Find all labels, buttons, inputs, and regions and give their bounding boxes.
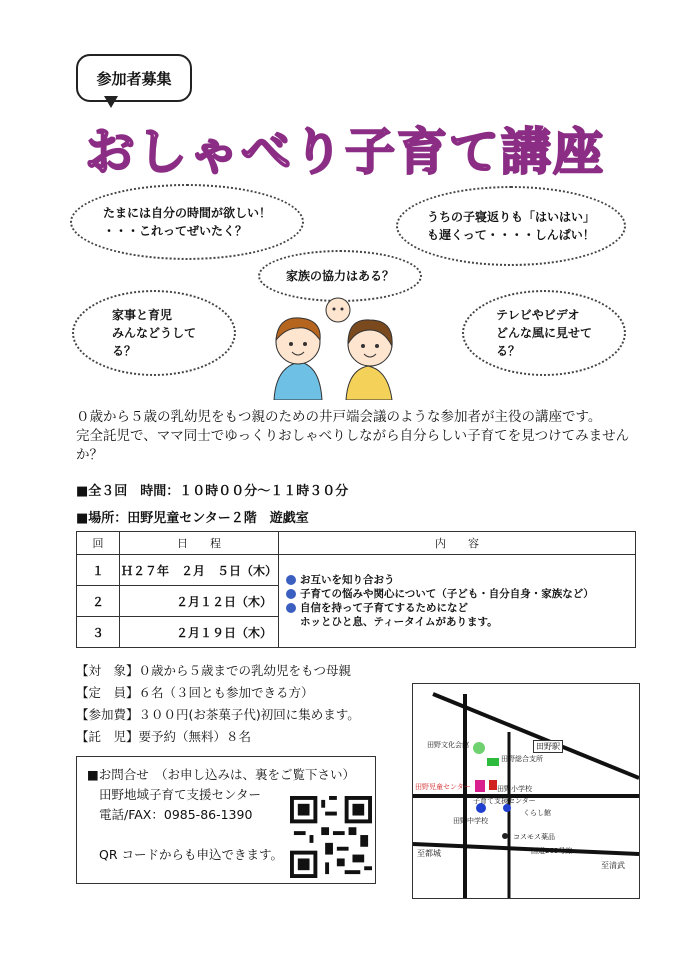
- map-label: 田野中学校: [453, 817, 488, 825]
- list-item: 自信を持って子育てするためになど: [286, 601, 628, 615]
- map-label: 至都城: [417, 849, 441, 858]
- table-row: ２ ２月１２日（木）: [77, 586, 636, 617]
- bullet-icon: [286, 589, 296, 599]
- map-label: 田野児童センター: [415, 783, 471, 791]
- thought-bubble-1: たまには自分の時間が欲しい！ ・・・これってぜいたく？: [70, 184, 304, 260]
- map-label: 田野文化会館: [427, 741, 469, 749]
- badge-tail: [104, 96, 118, 108]
- map-label: くらし館: [523, 809, 551, 817]
- contact-heading: ■お問合せ （お申し込みは、裏をご覧下さい）: [87, 767, 356, 782]
- map-label-station: 田野駅: [533, 740, 563, 753]
- table-row: ３ ２月１９日（木）: [77, 617, 636, 648]
- contact-org: 田野地域子育て支援センター: [99, 787, 262, 802]
- event-details: 【対 象】０歳から５歳までの乳幼児をもつ母親 【定 員】６名（３回とも参加できる方） 【参加費】３００円(お茶菓子代)初回に集めます。 【託 児】要予約（無料）８名: [76, 663, 360, 744]
- list-item: お互いを知り合おう: [286, 573, 628, 587]
- map-label: 田野小学校: [497, 785, 532, 793]
- map-label: コスモス薬品: [513, 833, 555, 841]
- table-row: １ Ｈ２７年 ２月 ５日（木） お互いを知り合おう 子育ての悩みや関心について（子ども・自分自身・家族など） 自信を持って子育てするためになど ホッとひと息、ティータイムがあります。: [77, 555, 636, 586]
- access-map: [412, 683, 640, 899]
- map-label: 至清武: [601, 861, 625, 870]
- list-item: 子育ての悩みや関心について（子ども・自分自身・家族など）: [286, 587, 628, 601]
- contact-tel: 電話/FAX：0985-86-1390: [99, 807, 253, 822]
- thought-bubble-2: うちの子寝返りも「はいはい」 も遅くって・・・・しんぱい！: [396, 186, 626, 266]
- thought-bubble-4: 家事と育児 みんなどうして る？: [72, 290, 236, 376]
- venue: ■場所：田野児童センター２階 遊戯室: [76, 511, 309, 526]
- page-title: おしゃべり子育て講座: [85, 123, 605, 181]
- content-cell: [279, 555, 636, 648]
- qr-note: QR コードからも申込できます。: [99, 847, 283, 862]
- thought-bubble-5: テレビやビデオ どんな風に見せて る？: [462, 290, 626, 376]
- recruit-badge: [76, 54, 192, 102]
- mothers-illustration: [260, 296, 410, 400]
- badge-text: 参加者募集: [96, 69, 172, 88]
- map-label: 子育て支援センター: [473, 797, 536, 805]
- bullet-icon: [286, 603, 296, 613]
- table-header-row: 回 日 程 内 容: [77, 532, 636, 555]
- qr-code[interactable]: [290, 796, 372, 878]
- map-label: 国道269号線: [531, 847, 573, 855]
- schedule-table: [76, 531, 636, 648]
- map-label: 田野総合支所: [501, 755, 543, 763]
- bullet-icon: [286, 575, 296, 585]
- intro-paragraph: ０歳から５歳の乳幼児をもつ親のための井戸端会議のような参加者が主役の講座です。 完全託児で、ママ同士でゆっくりおしゃべりしながら自分らしい子育てを見つけてみません か？: [76, 409, 630, 463]
- session-times: ■全３回 時間：１０時００分～１１時３０分: [76, 484, 349, 499]
- thought-bubble-3: 家族の協力はある？: [258, 250, 422, 302]
- list-item: ホッとひと息、ティータイムがあります。: [300, 616, 498, 628]
